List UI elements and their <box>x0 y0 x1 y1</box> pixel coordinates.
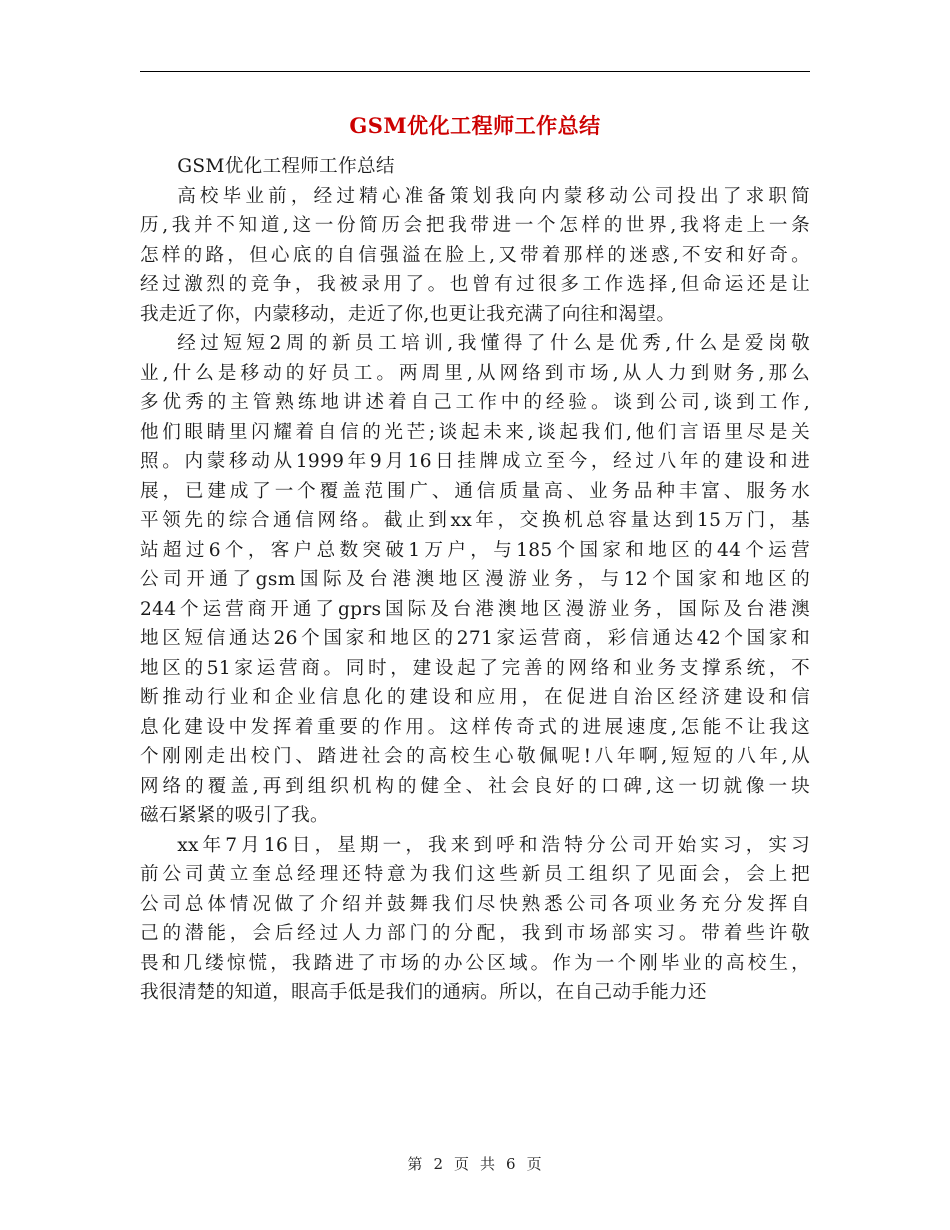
paragraph-line: xx年7月16日，星期一，我来到呼和浩特分公司开始实习，实习 <box>177 834 810 856</box>
paragraph-line: 我很清楚的知道，眼高手低是我们的通病。所以，在自己动手能力还 <box>140 982 707 1003</box>
current-page-number: 2 <box>433 1155 444 1173</box>
paragraph-line: 多优秀的主管熟练地讲述着自己工作中的经验。谈到公司,谈到工作, <box>140 392 810 413</box>
paragraph-line: 息化建设中发挥着重要的作用。这样传奇式的进展速度,怎能不让我这 <box>140 716 810 738</box>
document-title: GSM优化工程师工作总结 <box>349 113 601 138</box>
paragraph-line: 我走近了你，内蒙移动，走近了你,也更让我充满了向往和渴望。 <box>140 303 676 325</box>
paragraph-line: 经过激烈的竞争，我被录用了。也曾有过很多工作选择,但命运还是让 <box>140 274 810 295</box>
paragraph-line: 地区短信通达26个国家和地区的271家运营商，彩信通达42个国家和 <box>140 628 810 649</box>
paragraph-line: 历,我并不知道,这一份简历会把我带进一个怎样的世界,我将走上一条 <box>140 215 810 236</box>
header-rule <box>140 71 810 72</box>
paragraph-line: 怎样的路，但心底的自信强溢在脸上,又带着那样的迷惑,不安和好奇。 <box>140 244 810 266</box>
paragraph-line: 公司总体情况做了介绍并鼓舞我们尽快熟悉公司各项业务充分发挥自 <box>140 893 810 915</box>
paragraph-line: 244个运营商开通了gprs国际及台港澳地区漫游业务，国际及台港澳 <box>140 598 810 620</box>
paragraph <box>140 152 810 182</box>
paragraph-line: 畏和几缕惊慌，我踏进了市场的办公区域。作为一个刚毕业的高校生， <box>140 952 810 974</box>
paragraph-line: 他们眼睛里闪耀着自信的光芒;谈起未来,谈起我们,他们言语里尽是关 <box>140 421 810 443</box>
paragraph-line: 前公司黄立奎总经理还特意为我们这些新员工组织了见面会，会上把 <box>140 864 810 885</box>
page-label-suffix: 页 <box>526 1155 543 1173</box>
paragraph-line: 高校毕业前，经过精心准备策划我向内蒙移动公司投出了求职简 <box>177 185 810 207</box>
page-label-mid: 页 <box>453 1155 470 1173</box>
paragraph-line: 站超过6个，客户总数突破1万户，与185个国家和地区的44个运营 <box>140 539 810 561</box>
paragraph-line: 己的潜能，会后经过人力部门的分配，我到市场部实习。带着些许敬 <box>140 923 810 944</box>
total-page-number: 6 <box>506 1155 517 1173</box>
paragraph <box>140 831 810 1008</box>
paragraph <box>140 329 810 831</box>
paragraph-line: 个刚刚走出校门、踏进社会的高校生心敬佩呢!八年啊,短短的八年,从 <box>140 746 810 767</box>
page-footer <box>0 1153 950 1174</box>
paragraph-line: 公司开通了gsm国际及台港澳地区漫游业务，与12个国家和地区的 <box>140 569 810 590</box>
paragraph-line: 业,什么是移动的好员工。两周里,从网络到市场,从人力到财务,那么 <box>140 362 810 384</box>
paragraph-line: 网络的覆盖,再到组织机构的健全、社会良好的口碑,这一切就像一块 <box>140 775 810 797</box>
page-label-prefix: 第 <box>407 1155 424 1173</box>
paragraph-line: GSM优化工程师工作总结 <box>177 156 395 177</box>
paragraph-line: 断推动行业和企业信息化的建设和应用，在促进自治区经济建设和信 <box>140 687 810 708</box>
paragraph-line: 展，已建成了一个覆盖范围广、通信质量高、业务品种丰富、服务水 <box>140 480 810 502</box>
document-body <box>140 152 810 1008</box>
paragraph <box>140 182 810 330</box>
total-label: 共 <box>480 1155 497 1173</box>
paragraph-line: 磁石紧紧的吸引了我。 <box>140 805 329 826</box>
paragraph-line: 经过短短2周的新员工培训,我懂得了什么是优秀,什么是爱岗敬 <box>177 333 810 354</box>
paragraph-line: 地区的51家运营商。同时，建设起了完善的网络和业务支撑系统，不 <box>140 657 810 679</box>
paragraph-line: 照。内蒙移动从1999年9月16日挂牌成立至今，经过八年的建设和进 <box>140 451 810 472</box>
paragraph-line: 平领先的综合通信网络。截止到xx年，交换机总容量达到15万门，基 <box>140 510 810 531</box>
